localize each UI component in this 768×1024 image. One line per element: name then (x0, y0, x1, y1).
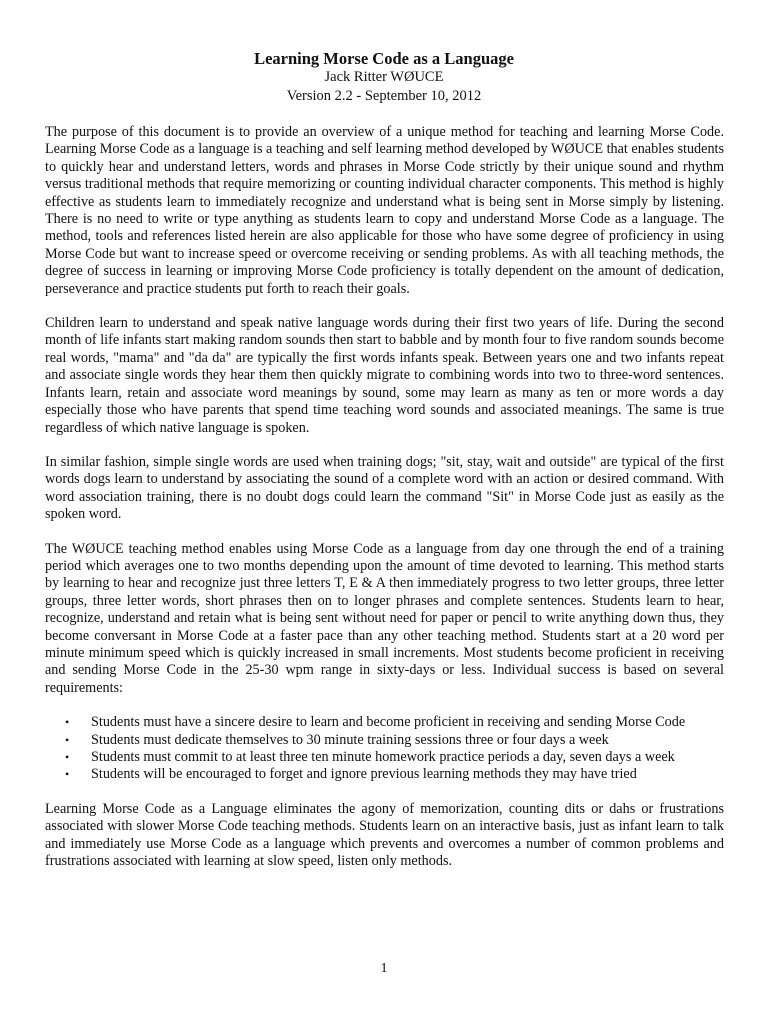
list-item (65, 731, 724, 749)
list-item-text: Students must commit to at least three ten minute homework practice periods a day, seven days a week (91, 749, 675, 765)
document-body (45, 124, 724, 887)
paragraph-children: Children learn to understand and speak native language words during their first two years of life. During the second month of life infants start making random sounds then start to babble and by month four to five random sounds become real words, "mama" and "da da" are typically the first words infants speak. Between years one and two infants repeat and associate single words they hear them then quickly migrate to combining words into two to three-word sentences. Infants learn, retain and associate word meanings by sound, some may learn as many as ten or more words a day especially those who have parents that spend time teaching word sounds and associated meanings. The same is true regardless of which native language is spoken. (45, 315, 724, 436)
bullet-icon: • (65, 750, 70, 764)
document-header (0, 49, 768, 106)
paragraph-method: The WØUCE teaching method enables using Morse Code as a language from day one through the end of a training period which averages one to two months depending upon the amount of time devoted to learning. This method starts by learning to hear and recognize just three letters T, E & A then immediately progress to two letter groups, three letter groups, three letter words, short phrases then on to longer phrases and complete sentences. Students learn to hear, recognize, understand and retain what is being sent without need for paper or pencil to write anything down thus, they become conversant in Morse Code at a faster pace than any other teaching method. Students start at a 20 word per minute minimum speed which is quickly increased in small increments. Most students become proficient in receiving and sending Morse Code in the 25-30 wpm range in sixty-days or less. Individual success is based on several requirements: (45, 540, 724, 696)
bullet-icon: • (65, 715, 70, 730)
paragraph-purpose: The purpose of this document is to provide an overview of a unique method for teaching and learning Morse Code. Learning Morse Code as a language is a teaching and self learning method developed by WØUCE that enables students to quickly hear and understand letters, words and phrases in Morse Code strictly by their unique sound and rhythm versus traditional methods that require memorizing or counting individual character components. This method is highly effective as students learn to immediately recognize and understand what is being sent in Morse simply by listening. There is no need to write or type anything as students learn to copy and understand Morse Code as a language. The method, tools and references listed herein are also applicable for those who have some degree of proficiency in using Morse Code but want to increase speed or overcome receiving or sending problems. As with all teaching methods, the degree of success in learning or improving Morse Code proficiency is totally dependent on the amount of dedication, perseverance and practice students put forth to reach their goals. (45, 124, 724, 297)
document-version: Version 2.2 - September 10, 2012 (286, 88, 482, 104)
list-item (65, 749, 724, 766)
list-item (65, 714, 724, 731)
list-item-text: Students must have a sincere desire to learn and become proficient in receiving and sending Morse Code (91, 714, 686, 731)
paragraph-closing: Learning Morse Code as a Language eliminates the agony of memorization, counting dits or dahs or frustrations associated with slower Morse Code teaching methods. Students learn on an interactive basis, just as infant learn to talk and immediately use Morse Code as a language which prevents and overcomes a number of common problems and frustrations associated with learning at slow speed, listen only methods. (45, 800, 724, 870)
document-title: Learning Morse Code as a Language (254, 49, 514, 68)
list-item (65, 766, 724, 783)
list-item-text: Students will be encouraged to forget and ignore previous learning methods they may have tried (91, 766, 637, 783)
document-author: Jack Ritter WØUCE (324, 69, 444, 85)
list-item-text: Students must dedicate themselves to 30 minute training sessions three or four days a week (91, 731, 609, 748)
requirements-list (45, 714, 724, 784)
page-number: 1 (380, 961, 388, 976)
bullet-icon: • (65, 767, 70, 782)
paragraph-dogs: In similar fashion, simple single words are used when training dogs; "sit, stay, wait and outside" are typical of the first words dogs learn to understand by associating the sound of a complete word with an action or desired command. With word association training, there is no doubt dogs could learn the command "Sit" in Morse Code just as easily as the spoken word. (45, 453, 724, 523)
bullet-icon: • (65, 732, 70, 747)
